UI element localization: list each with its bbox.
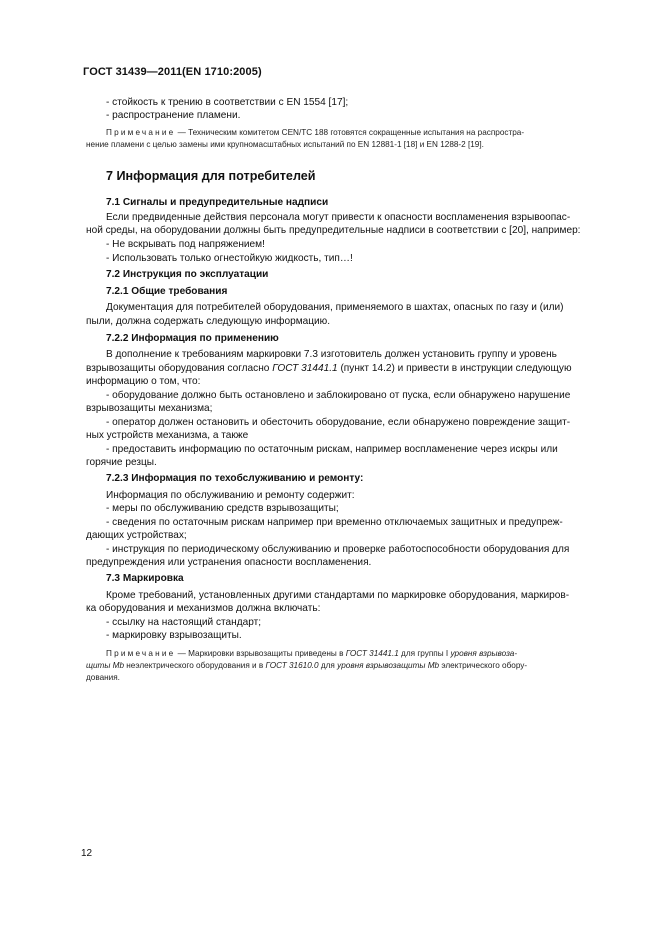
text-run: для группы I <box>398 649 451 658</box>
paragraph-line: дающих устройствах; <box>86 530 187 541</box>
standard-reference: ГОСТ 31441.1 <box>345 649 399 658</box>
text-run: уровня взрывоза- <box>450 649 518 658</box>
standard-reference: ГОСТ 31610.0 <box>265 661 319 670</box>
subsection-heading: 7.3 Маркировка <box>106 573 184 584</box>
text-run: (пункт 14.2) и привести в инструкции следующую <box>337 363 572 374</box>
page-header: ГОСТ 31439—2011(EN 1710:2005) <box>83 66 262 78</box>
paragraph-line: Информация по обслуживанию и ремонту содержит: <box>106 490 355 501</box>
note-prefix: Примечание <box>106 649 176 658</box>
section-heading: 7 Информация для потребителей <box>106 169 316 183</box>
subsection-heading: 7.1 Сигналы и предупредительные надписи <box>106 197 329 208</box>
text-run: щиты Mb <box>86 661 125 670</box>
list-item: - Использовать только огнестойкую жидкость, тип…! <box>106 253 353 264</box>
list-item: - распространение пламени. <box>106 110 241 121</box>
list-item: - сведения по остаточным рискам например при временно отключаемых защитных и предупреж- <box>106 517 563 528</box>
paragraph-line: взрывозащиты механизма; <box>86 403 213 414</box>
text-run: неэлектрического оборудования и в <box>124 661 266 670</box>
paragraph-line: горячие резцы. <box>86 457 157 468</box>
paragraph-line: ка оборудования и механизмов должна включать: <box>86 603 321 614</box>
standard-reference: ГОСТ 31441.1 <box>272 363 338 374</box>
note-line: дования. <box>86 673 120 682</box>
text-run: электрического обору- <box>439 661 528 670</box>
subsection-heading: 7.2.3 Информация по техобслуживанию и ремонту: <box>106 473 364 484</box>
list-item: - ссылку на настоящий стандарт; <box>106 617 262 628</box>
paragraph-line: ных устройств механизма, а также <box>86 430 249 441</box>
list-item: - инструкция по периодическому обслуживанию и проверке работоспособности оборудования для <box>106 544 570 555</box>
note-line <box>86 660 527 671</box>
paragraph-line: пыли, должна содержать следующую информацию. <box>86 316 331 327</box>
list-item: - маркировку взрывозащиты. <box>106 630 242 641</box>
text-run: — Маркировки взрывозащиты приведены в <box>175 649 346 658</box>
paragraph-line: Если предвиденные действия персонала могут привести к опасности воспламенения взрывоопас- <box>106 212 571 223</box>
text-run: для <box>318 661 338 670</box>
paragraph-line: Кроме требований, установленных другими стандартами по маркировке оборудования, маркиров- <box>106 590 570 601</box>
list-item: - оборудование должно быть остановлено и заблокировано от пуска, если обнаружено нарушение <box>106 390 571 401</box>
subsection-heading: 7.2.1 Общие требования <box>106 286 228 297</box>
subsection-heading: 7.2.2 Информация по применению <box>106 333 279 344</box>
paragraph-line: предупреждения или устранения опасности воспламенения. <box>86 557 372 568</box>
note-line <box>106 648 517 659</box>
paragraph-line: В дополнение к требованиям маркировки 7.3 изготовитель должен установить группу и уровень <box>106 349 557 360</box>
list-item: - предоставить информацию по остаточным рискам, например воспламенение через искры или <box>106 444 558 455</box>
note-line <box>106 127 524 138</box>
list-item: - стойкость к трению в соответствии с EN 1554 [17]; <box>106 97 349 108</box>
page-number: 12 <box>81 848 93 859</box>
text-run: взрывозащиты оборудования согласно <box>86 363 273 374</box>
paragraph-line <box>86 363 572 375</box>
paragraph-line: ной среды, на оборудовании должны быть предупредительные надписи в соответствии с [20], например: <box>86 225 581 236</box>
paragraph-line: Документация для потребителей оборудования, применяемого в шахтах, опасных по газу и (или) <box>106 302 564 313</box>
text-run: уровня взрывозащиты Mb <box>337 661 440 670</box>
list-item: - меры по обслуживанию средств взрывозащиты; <box>106 503 339 514</box>
note-text: — Техническим комитетом CEN/TC 188 готовятся сокращенные испытания на распростра- <box>175 128 525 137</box>
note-prefix: Примечание <box>106 128 176 137</box>
note-line: нение пламени с целью замены ими крупномасштабных испытаний по EN 12881-1 [18] и EN 1288-2 [19]. <box>86 140 484 149</box>
subsection-heading: 7.2 Инструкция по эксплуатации <box>106 269 269 280</box>
list-item: - оператор должен остановить и обесточить оборудование, если обнаружено повреждение защит- <box>106 417 571 428</box>
paragraph-line: информацию о том, что: <box>86 376 201 387</box>
list-item: - Не вскрывать под напряжением! <box>106 239 265 250</box>
